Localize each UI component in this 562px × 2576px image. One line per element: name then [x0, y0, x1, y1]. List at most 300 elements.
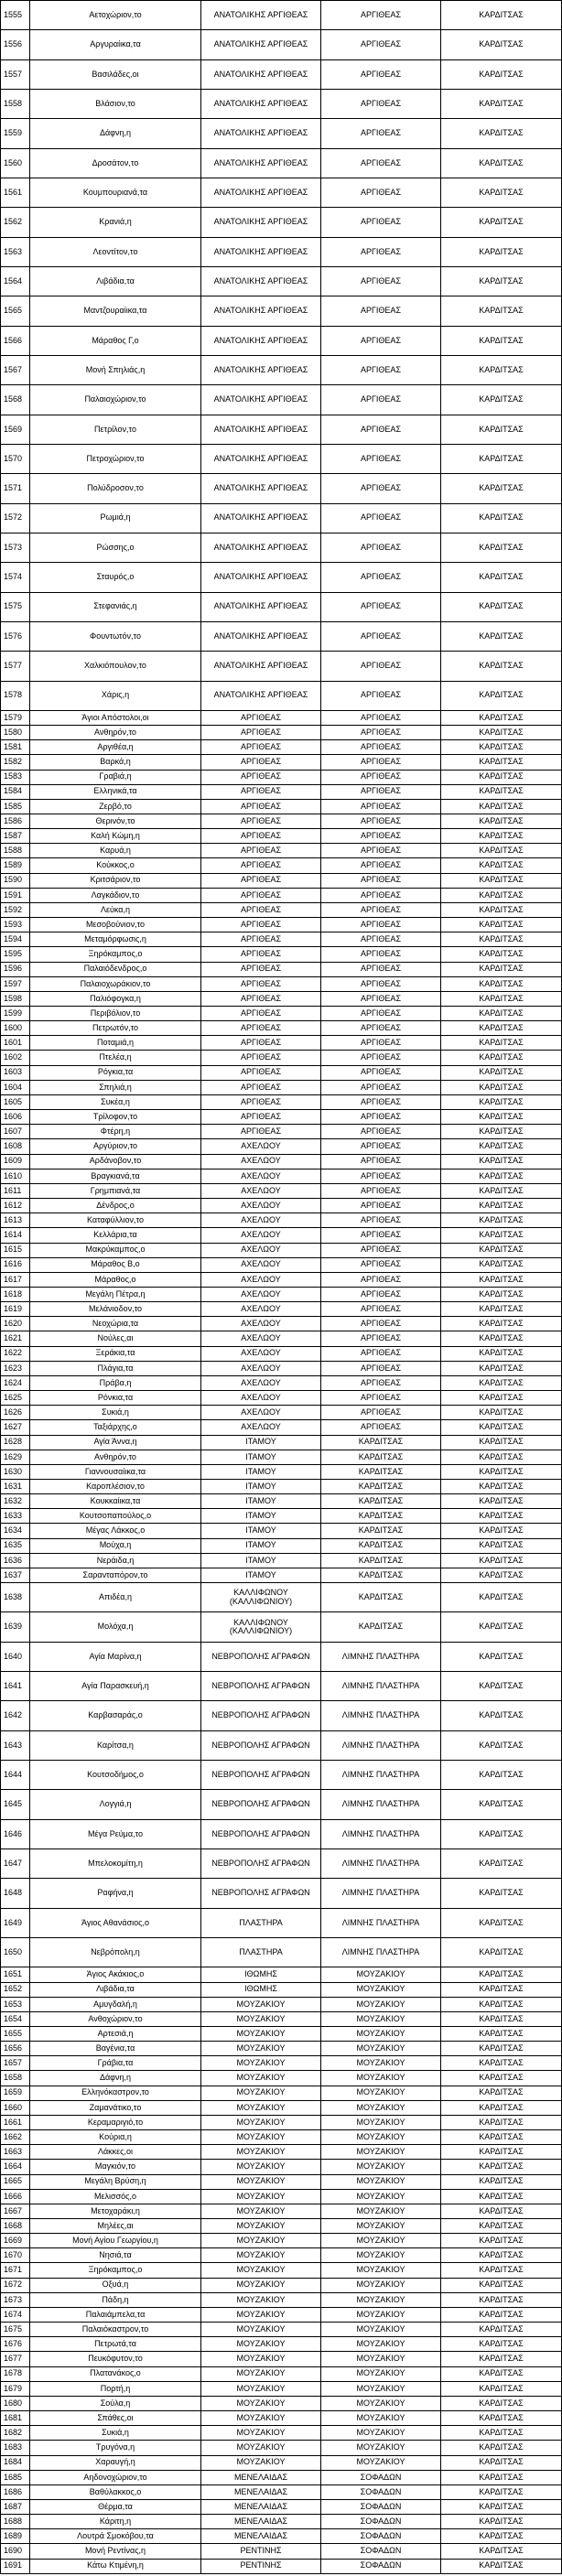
community-name: ΠΛΑΣΤΗΡΑ: [201, 1938, 321, 1967]
regional-unit-name: ΚΑΡΔΙΤΣΑΣ: [441, 296, 562, 326]
community-name: ΑΧΕΛΩΟΥ: [201, 1317, 321, 1331]
regional-unit-name: ΚΑΡΔΙΤΣΑΣ: [441, 2026, 562, 2041]
settlement-name: Αηδονοχώριον,το: [30, 2470, 201, 2484]
table-row: [1, 1997, 562, 2011]
community-name: ΡΕΝΤΙΝΗΣ: [201, 2544, 321, 2559]
municipality-name: ΣΟΦΑΔΩΝ: [321, 2529, 441, 2544]
row-number: 1575: [1, 592, 30, 621]
settlement-name: Νεβρόπολη,η: [30, 1938, 201, 1967]
table-row: [1, 208, 562, 237]
regional-unit-name: ΚΑΡΔΙΤΣΑΣ: [441, 415, 562, 444]
row-number: 1599: [1, 1007, 30, 1021]
settlement-name: Πετροχώριον,το: [30, 444, 201, 473]
table-row: [1, 2056, 562, 2071]
municipality-name: ΑΡΓΙΘΕΑΣ: [321, 326, 441, 355]
settlement-name: Ελληνόκαστρον,το: [30, 2086, 201, 2100]
row-number: 1642: [1, 1701, 30, 1730]
community-name: ΙΤΑΜΟΥ: [201, 1480, 321, 1494]
municipality-name: ΑΡΓΙΘΕΑΣ: [321, 119, 441, 148]
row-number: 1690: [1, 2544, 30, 2559]
municipality-name: ΑΡΓΙΘΕΑΣ: [321, 1406, 441, 1420]
table-row: [1, 858, 562, 873]
municipality-name: ΜΟΥΖΑΚΙΟΥ: [321, 2323, 441, 2337]
row-number: 1641: [1, 1672, 30, 1701]
table-row: [1, 2337, 562, 2352]
community-name: ΜΟΥΖΑΚΙΟΥ: [201, 2115, 321, 2129]
regional-unit-name: ΚΑΡΔΙΤΣΑΣ: [441, 1730, 562, 1760]
settlement-name: Παλαιοχώριον,το: [30, 385, 201, 415]
settlement-name: Νούλες,αι: [30, 1331, 201, 1346]
table-row: [1, 1790, 562, 1819]
community-name: ΙΘΩΜΗΣ: [201, 1982, 321, 1997]
settlement-name: Χαραυγή,η: [30, 2455, 201, 2470]
community-name: ΜΟΥΖΑΚΙΟΥ: [201, 2307, 321, 2322]
community-name: ΑΧΕΛΩΟΥ: [201, 1213, 321, 1228]
settlement-name: Γραβιά,η: [30, 770, 201, 784]
row-number: 1555: [1, 1, 30, 30]
community-name: ΑΡΓΙΘΕΑΣ: [201, 888, 321, 902]
municipality-name: ΑΡΓΙΘΕΑΣ: [321, 237, 441, 266]
community-name: ΑΡΓΙΘΕΑΣ: [201, 858, 321, 873]
table-row: [1, 1021, 562, 1036]
table-row: [1, 1612, 562, 1642]
row-number: 1624: [1, 1375, 30, 1390]
regional-unit-name: ΚΑΡΔΙΤΣΑΣ: [441, 1406, 562, 1420]
settlement-name: Αγία Παρασκευή,η: [30, 1672, 201, 1701]
table-row: [1, 1213, 562, 1228]
table-row: [1, 2544, 562, 2559]
community-name: ΝΕΒΡΟΠΟΛΗΣ ΑΓΡΑΦΩΝ: [201, 1819, 321, 1848]
municipality-name: ΛΙΜΝΗΣ ΠΛΑΣΤΗΡΑ: [321, 1819, 441, 1848]
community-name: ΜΟΥΖΑΚΙΟΥ: [201, 2086, 321, 2100]
settlement-name: Βλάσιον,το: [30, 89, 201, 118]
regional-unit-name: ΚΑΡΔΙΤΣΑΣ: [441, 902, 562, 917]
regional-unit-name: ΚΑΡΔΙΤΣΑΣ: [441, 1302, 562, 1317]
row-number: 1577: [1, 652, 30, 681]
community-name: ΜΟΥΖΑΚΙΟΥ: [201, 2337, 321, 2352]
regional-unit-name: ΚΑΡΔΙΤΣΑΣ: [441, 1509, 562, 1524]
regional-unit-name: ΚΑΡΔΙΤΣΑΣ: [441, 1538, 562, 1553]
row-number: 1592: [1, 902, 30, 917]
community-name: ΝΕΒΡΟΠΟΛΗΣ ΑΓΡΑΦΩΝ: [201, 1701, 321, 1730]
municipality-name: ΑΡΓΙΘΕΑΣ: [321, 844, 441, 858]
regional-unit-name: ΚΑΡΔΙΤΣΑΣ: [441, 2352, 562, 2366]
regional-unit-name: ΚΑΡΔΙΤΣΑΣ: [441, 1154, 562, 1169]
regional-unit-name: ΚΑΡΔΙΤΣΑΣ: [441, 2411, 562, 2426]
row-number: 1654: [1, 2011, 30, 2026]
municipality-name: ΑΡΓΙΘΕΑΣ: [321, 178, 441, 207]
community-name: ΝΕΒΡΟΠΟΛΗΣ ΑΓΡΑΦΩΝ: [201, 1879, 321, 1908]
municipality-name: ΑΡΓΙΘΕΑΣ: [321, 1051, 441, 1065]
community-name: ΑΡΓΙΘΕΑΣ: [201, 962, 321, 976]
settlement-name: Ξεράκια,τα: [30, 1346, 201, 1361]
community-name: ΜΟΥΖΑΚΙΟΥ: [201, 2071, 321, 2086]
table-row: [1, 1287, 562, 1301]
settlement-name: Πλάγια,τα: [30, 1361, 201, 1375]
settlement-name: Μέγα Ρεύμα,το: [30, 1819, 201, 1848]
row-number: 1557: [1, 59, 30, 89]
table-row: [1, 888, 562, 902]
settlement-name: Μούχα,η: [30, 1538, 201, 1553]
settlement-name: Συκιά,η: [30, 2426, 201, 2441]
regional-unit-name: ΚΑΡΔΙΤΣΑΣ: [441, 2130, 562, 2145]
municipality-name: ΑΡΓΙΘΕΑΣ: [321, 266, 441, 296]
regional-unit-name: ΚΑΡΔΙΤΣΑΣ: [441, 474, 562, 503]
community-name: ΑΝΑΤΟΛΙΚΗΣ ΑΡΓΙΘΕΑΣ: [201, 1, 321, 30]
settlement-name: Δάφνη,η: [30, 119, 201, 148]
row-number: 1658: [1, 2071, 30, 2086]
community-name: ΙΤΑΜΟΥ: [201, 1524, 321, 1538]
community-name: ΡΕΝΤΙΝΗΣ: [201, 2559, 321, 2573]
settlement-name: Αργύριον,το: [30, 1139, 201, 1154]
municipality-name: ΚΑΡΔΙΤΣΑΣ: [321, 1480, 441, 1494]
row-number: 1600: [1, 1021, 30, 1036]
regional-unit-name: ΚΑΡΔΙΤΣΑΣ: [441, 858, 562, 873]
row-number: 1682: [1, 2426, 30, 2441]
settlement-name: Ανθηρόν,το: [30, 1450, 201, 1464]
regional-unit-name: ΚΑΡΔΙΤΣΑΣ: [441, 1997, 562, 2011]
table-row: [1, 415, 562, 444]
table-row: [1, 2086, 562, 2100]
regional-unit-name: ΚΑΡΔΙΤΣΑΣ: [441, 918, 562, 932]
community-name: ΑΧΕΛΩΟΥ: [201, 1331, 321, 1346]
settlement-name: Γρημπιανά,τα: [30, 1183, 201, 1198]
settlement-name: Νεράιδα,η: [30, 1553, 201, 1568]
regional-unit-name: ΚΑΡΔΙΤΣΑΣ: [441, 1007, 562, 1021]
community-name: ΙΤΑΜΟΥ: [201, 1509, 321, 1524]
regional-unit-name: ΚΑΡΔΙΤΣΑΣ: [441, 1051, 562, 1065]
community-name: ΑΧΕΛΩΟΥ: [201, 1139, 321, 1154]
community-name: ΑΡΓΙΘΕΑΣ: [201, 726, 321, 740]
settlement-name: Αρδάνοβον,το: [30, 1154, 201, 1169]
municipality-name: ΑΡΓΙΘΕΑΣ: [321, 474, 441, 503]
settlement-name: Δένδρος,ο: [30, 1199, 201, 1213]
row-number: 1672: [1, 2278, 30, 2292]
row-number: 1572: [1, 503, 30, 533]
row-number: 1581: [1, 740, 30, 755]
table-row: [1, 237, 562, 266]
municipality-name: ΜΟΥΖΑΚΙΟΥ: [321, 2056, 441, 2071]
municipality-name: ΑΡΓΙΘΕΑΣ: [321, 1125, 441, 1139]
regional-unit-name: ΚΑΡΔΙΤΣΑΣ: [441, 2189, 562, 2204]
row-number: 1638: [1, 1583, 30, 1612]
settlement-name: Πολύδροσον,το: [30, 474, 201, 503]
row-number: 1650: [1, 1938, 30, 1967]
regional-unit-name: ΚΑΡΔΙΤΣΑΣ: [441, 1450, 562, 1464]
row-number: 1662: [1, 2130, 30, 2145]
settlement-name: Ξηρόκαμπος,ο: [30, 947, 201, 962]
settlement-name: Ξηρόκαμπος,ο: [30, 2263, 201, 2278]
settlement-name: Απιδέα,η: [30, 1583, 201, 1612]
table-row: [1, 1139, 562, 1154]
table-row: [1, 1524, 562, 1538]
community-name: ΑΡΓΙΘΕΑΣ: [201, 1080, 321, 1094]
settlement-name: Χαλκιόπουλον,το: [30, 652, 201, 681]
regional-unit-name: ΚΑΡΔΙΤΣΑΣ: [441, 710, 562, 725]
community-name: ΙΤΑΜΟΥ: [201, 1538, 321, 1553]
row-number: 1596: [1, 962, 30, 976]
settlement-name: Αμυγδαλή,η: [30, 1997, 201, 2011]
settlement-name: Ελληνικά,τα: [30, 784, 201, 799]
municipality-name: ΑΡΓΙΘΕΑΣ: [321, 592, 441, 621]
municipality-name: ΜΟΥΖΑΚΙΟΥ: [321, 2160, 441, 2174]
settlement-name: Καρβασαράς,ο: [30, 1701, 201, 1730]
settlement-name: Αργυραίικα,τα: [30, 30, 201, 59]
regional-unit-name: ΚΑΡΔΙΤΣΑΣ: [441, 2559, 562, 2573]
settlement-name: Μελισσός,ο: [30, 2189, 201, 2204]
municipality-name: ΑΡΓΙΘΕΑΣ: [321, 1331, 441, 1346]
municipality-name: ΜΟΥΖΑΚΙΟΥ: [321, 2248, 441, 2263]
table-row: [1, 1435, 562, 1450]
community-name: ΑΝΑΤΟΛΙΚΗΣ ΑΡΓΙΘΕΑΣ: [201, 296, 321, 326]
regional-unit-name: ΚΑΡΔΙΤΣΑΣ: [441, 770, 562, 784]
community-name: ΑΡΓΙΘΕΑΣ: [201, 1065, 321, 1080]
community-name: ΑΡΓΙΘΕΑΣ: [201, 932, 321, 947]
regional-unit-name: ΚΑΡΔΙΤΣΑΣ: [441, 2470, 562, 2484]
row-number: 1660: [1, 2100, 30, 2115]
table-row: [1, 1051, 562, 1065]
settlement-name: Κρανιά,η: [30, 208, 201, 237]
municipality-name: ΑΡΓΙΘΕΑΣ: [321, 873, 441, 888]
table-row: [1, 1967, 562, 1982]
settlement-name: Ρόγκια,τα: [30, 1065, 201, 1080]
row-number: 1570: [1, 444, 30, 473]
regional-unit-name: ΚΑΡΔΙΤΣΑΣ: [441, 784, 562, 799]
settlement-name: Αετοχώριον,το: [30, 1, 201, 30]
settlement-name: Βαρκά,η: [30, 755, 201, 770]
row-number: 1618: [1, 1287, 30, 1301]
settlement-name: Παλαιόδενδρος,ο: [30, 962, 201, 976]
table-row: [1, 178, 562, 207]
settlement-name: Τρίλοφον,το: [30, 1110, 201, 1125]
settlement-name: Βραγκιανά,τα: [30, 1169, 201, 1183]
community-name: ΑΡΓΙΘΕΑΣ: [201, 873, 321, 888]
table-row: [1, 2219, 562, 2234]
table-row: [1, 621, 562, 651]
community-name: ΜΟΥΖΑΚΙΟΥ: [201, 2381, 321, 2396]
community-name: ΜΟΥΖΑΚΙΟΥ: [201, 2026, 321, 2041]
table-row: [1, 2366, 562, 2381]
regional-unit-name: ΚΑΡΔΙΤΣΑΣ: [441, 1065, 562, 1080]
row-number: 1623: [1, 1361, 30, 1375]
row-number: 1582: [1, 755, 30, 770]
settlement-name: Κουκκαίικα,τα: [30, 1494, 201, 1509]
settlement-name: Κεραμαριγιό,το: [30, 2115, 201, 2129]
community-name: ΑΧΕΛΩΟΥ: [201, 1302, 321, 1317]
regional-unit-name: ΚΑΡΔΙΤΣΑΣ: [441, 1553, 562, 1568]
table-row: [1, 1, 562, 30]
row-number: 1589: [1, 858, 30, 873]
community-name: ΑΝΑΤΟΛΙΚΗΣ ΑΡΓΙΘΕΑΣ: [201, 89, 321, 118]
municipality-name: ΛΙΜΝΗΣ ΠΛΑΣΤΗΡΑ: [321, 1642, 441, 1671]
municipality-name: ΛΙΜΝΗΣ ΠΛΑΣΤΗΡΑ: [321, 1879, 441, 1908]
municipality-name: ΜΟΥΖΑΚΙΟΥ: [321, 2441, 441, 2455]
regional-unit-name: ΚΑΡΔΙΤΣΑΣ: [441, 932, 562, 947]
community-name: ΜΟΥΖΑΚΙΟΥ: [201, 2204, 321, 2218]
settlement-name: Πορτή,η: [30, 2381, 201, 2396]
municipality-name: ΑΡΓΙΘΕΑΣ: [321, 858, 441, 873]
row-number: 1633: [1, 1509, 30, 1524]
municipality-name: ΑΡΓΙΘΕΑΣ: [321, 1183, 441, 1198]
settlement-name: Πτελέα,η: [30, 1051, 201, 1065]
row-number: 1594: [1, 932, 30, 947]
regional-unit-name: ΚΑΡΔΙΤΣΑΣ: [441, 1, 562, 30]
community-name: ΜΕΝΕΛΑΙΔΑΣ: [201, 2484, 321, 2499]
municipality-name: ΛΙΜΝΗΣ ΠΛΑΣΤΗΡΑ: [321, 1908, 441, 1937]
community-name: ΙΘΩΜΗΣ: [201, 1967, 321, 1982]
regional-unit-name: ΚΑΡΔΙΤΣΑΣ: [441, 1879, 562, 1908]
row-number: 1640: [1, 1642, 30, 1671]
municipality-name: ΚΑΡΔΙΤΣΑΣ: [321, 1524, 441, 1538]
row-number: 1579: [1, 710, 30, 725]
row-number: 1666: [1, 2189, 30, 2204]
settlement-name: Σούλα,η: [30, 2396, 201, 2410]
community-name: ΑΡΓΙΘΕΑΣ: [201, 1094, 321, 1109]
table-row: [1, 1110, 562, 1125]
row-number: 1625: [1, 1391, 30, 1406]
municipality-name: ΑΡΓΙΘΕΑΣ: [321, 829, 441, 844]
regional-unit-name: ΚΑΡΔΙΤΣΑΣ: [441, 1612, 562, 1642]
regional-unit-name: ΚΑΡΔΙΤΣΑΣ: [441, 1982, 562, 1997]
table-row: [1, 799, 562, 814]
regional-unit-name: ΚΑΡΔΙΤΣΑΣ: [441, 326, 562, 355]
regional-unit-name: ΚΑΡΔΙΤΣΑΣ: [441, 1110, 562, 1125]
row-number: 1569: [1, 415, 30, 444]
municipality-name: ΑΡΓΙΘΕΑΣ: [321, 799, 441, 814]
community-name: ΜΕΝΕΛΑΙΔΑΣ: [201, 2470, 321, 2484]
settlement-name: Μελάνιοδον,το: [30, 1302, 201, 1317]
row-number: 1567: [1, 355, 30, 384]
community-name: ΝΕΒΡΟΠΟΛΗΣ ΑΓΡΑΦΩΝ: [201, 1790, 321, 1819]
settlement-name: Ανθοχώριον,το: [30, 2011, 201, 2026]
regional-unit-name: ΚΑΡΔΙΤΣΑΣ: [441, 1139, 562, 1154]
regional-unit-name: ΚΑΡΔΙΤΣΑΣ: [441, 1583, 562, 1612]
row-number: 1678: [1, 2366, 30, 2381]
community-name: ΑΝΑΤΟΛΙΚΗΣ ΑΡΓΙΘΕΑΣ: [201, 621, 321, 651]
community-name: ΑΡΓΙΘΕΑΣ: [201, 755, 321, 770]
regional-unit-name: ΚΑΡΔΙΤΣΑΣ: [441, 178, 562, 207]
regional-unit-name: ΚΑΡΔΙΤΣΑΣ: [441, 2515, 562, 2529]
table-row: [1, 1228, 562, 1243]
community-name: ΑΡΓΙΘΕΑΣ: [201, 1110, 321, 1125]
regional-unit-name: ΚΑΡΔΙΤΣΑΣ: [441, 1435, 562, 1450]
table-row: [1, 1375, 562, 1390]
municipality-name: ΑΡΓΙΘΕΑΣ: [321, 962, 441, 976]
row-number: 1558: [1, 89, 30, 118]
settlement-name: Μακρύκαμπος,ο: [30, 1243, 201, 1257]
table-row: [1, 2396, 562, 2410]
municipality-name: ΣΟΦΑΔΩΝ: [321, 2499, 441, 2514]
municipality-name: ΑΡΓΙΘΕΑΣ: [321, 1169, 441, 1183]
settlement-name: Θερινόν,το: [30, 814, 201, 828]
settlement-name: Κουτσοδήμος,ο: [30, 1761, 201, 1790]
community-name: ΑΧΕΛΩΟΥ: [201, 1420, 321, 1435]
municipality-name: ΑΡΓΙΘΕΑΣ: [321, 1287, 441, 1301]
municipality-name: ΑΡΓΙΘΕΑΣ: [321, 1243, 441, 1257]
municipality-name: ΑΡΓΙΘΕΑΣ: [321, 991, 441, 1006]
table-row: [1, 932, 562, 947]
table-row: [1, 533, 562, 562]
settlement-name: Λιβάδια,τα: [30, 1982, 201, 1997]
municipality-name: ΣΟΦΑΔΩΝ: [321, 2515, 441, 2529]
regional-unit-name: ΚΑΡΔΙΤΣΑΣ: [441, 976, 562, 991]
community-name: ΑΡΓΙΘΕΑΣ: [201, 740, 321, 755]
settlement-name: Γράβια,τα: [30, 2056, 201, 2071]
row-number: 1683: [1, 2441, 30, 2455]
table-row: [1, 1879, 562, 1908]
row-number: 1669: [1, 2234, 30, 2248]
table-row: [1, 1007, 562, 1021]
community-name: ΜΟΥΖΑΚΙΟΥ: [201, 2441, 321, 2455]
row-number: 1632: [1, 1494, 30, 1509]
municipality-name: ΜΟΥΖΑΚΙΟΥ: [321, 2204, 441, 2218]
community-name: ΑΡΓΙΘΕΑΣ: [201, 947, 321, 962]
community-name: ΜΟΥΖΑΚΙΟΥ: [201, 2174, 321, 2189]
table-row: [1, 2426, 562, 2441]
municipality-name: ΜΟΥΖΑΚΙΟΥ: [321, 2337, 441, 2352]
settlement-name: Καρυά,η: [30, 844, 201, 858]
table-row: [1, 2411, 562, 2426]
community-name: ΑΧΕΛΩΟΥ: [201, 1257, 321, 1272]
community-name: ΜΟΥΖΑΚΙΟΥ: [201, 2056, 321, 2071]
settlement-name: Πράβα,η: [30, 1375, 201, 1390]
table-row: [1, 1480, 562, 1494]
table-row: [1, 326, 562, 355]
community-name: ΑΡΓΙΘΕΑΣ: [201, 1125, 321, 1139]
row-number: 1671: [1, 2263, 30, 2278]
regional-unit-name: ΚΑΡΔΙΤΣΑΣ: [441, 1524, 562, 1538]
community-name: ΑΧΕΛΩΟΥ: [201, 1287, 321, 1301]
table-row: [1, 1672, 562, 1701]
community-name: ΑΧΕΛΩΟΥ: [201, 1169, 321, 1183]
regional-unit-name: ΚΑΡΔΙΤΣΑΣ: [441, 1021, 562, 1036]
regional-unit-name: ΚΑΡΔΙΤΣΑΣ: [441, 2160, 562, 2174]
municipality-name: ΑΡΓΙΘΕΑΣ: [321, 1302, 441, 1317]
row-number: 1667: [1, 2204, 30, 2218]
municipality-name: ΑΡΓΙΘΕΑΣ: [321, 1272, 441, 1287]
community-name: ΑΡΓΙΘΕΑΣ: [201, 829, 321, 844]
municipality-name: ΑΡΓΙΘΕΑΣ: [321, 621, 441, 651]
table-row: [1, 1346, 562, 1361]
table-row: [1, 1583, 562, 1612]
row-number: 1621: [1, 1331, 30, 1346]
settlement-name: Μάραθος,ο: [30, 1272, 201, 1287]
community-name: ΜΟΥΖΑΚΙΟΥ: [201, 2160, 321, 2174]
community-name: ΜΟΥΖΑΚΙΟΥ: [201, 1997, 321, 2011]
regional-unit-name: ΚΑΡΔΙΤΣΑΣ: [441, 1331, 562, 1346]
municipality-name: ΑΡΓΙΘΕΑΣ: [321, 1317, 441, 1331]
community-name: ΑΡΓΙΘΕΑΣ: [201, 1051, 321, 1065]
community-name: ΜΟΥΖΑΚΙΟΥ: [201, 2234, 321, 2248]
community-name: ΑΧΕΛΩΟΥ: [201, 1183, 321, 1198]
municipality-name: ΜΟΥΖΑΚΙΟΥ: [321, 2189, 441, 2204]
settlement-name: Μεσοβούνιον,το: [30, 918, 201, 932]
regional-unit-name: ΚΑΡΔΙΤΣΑΣ: [441, 2278, 562, 2292]
community-name: ΜΟΥΖΑΚΙΟΥ: [201, 2263, 321, 2278]
table-row: [1, 2160, 562, 2174]
settlement-name: Χάρις,η: [30, 681, 201, 710]
regional-unit-name: ΚΑΡΔΙΤΣΑΣ: [441, 2484, 562, 2499]
municipality-name: ΜΟΥΖΑΚΙΟΥ: [321, 2174, 441, 2189]
row-number: 1586: [1, 814, 30, 828]
regional-unit-name: ΚΑΡΔΙΤΣΑΣ: [441, 2219, 562, 2234]
regional-unit-name: ΚΑΡΔΙΤΣΑΣ: [441, 1183, 562, 1198]
community-name: ΑΡΓΙΘΕΑΣ: [201, 1036, 321, 1051]
table-row: [1, 2515, 562, 2529]
municipality-name: ΛΙΜΝΗΣ ΠΛΑΣΤΗΡΑ: [321, 1761, 441, 1790]
regional-unit-name: ΚΑΡΔΙΤΣΑΣ: [441, 2100, 562, 2115]
row-number: 1634: [1, 1524, 30, 1538]
